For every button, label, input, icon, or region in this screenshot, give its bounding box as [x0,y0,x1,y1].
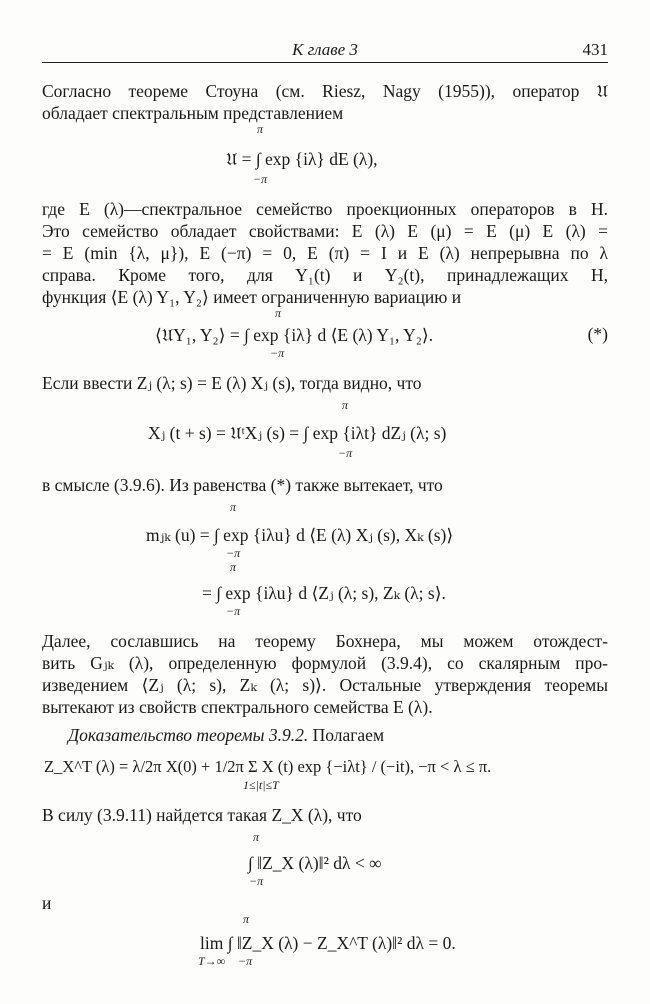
equation: lim ∫ ‖Z_X (λ) − Z_X^T (λ)‖² dλ = 0. [200,933,456,953]
text-line: обладает спектральным представлением [42,103,344,123]
integral-lower-limit: −π [270,346,285,360]
text-line: Согласно теореме Стоуна (см. Riesz, Nagy (1955)), оператор 𝔘 [42,81,608,101]
integral-lower-limit: −π [249,874,264,888]
sum-limits: 1≤|t|≤T [243,778,279,792]
text-line: Далее, сославшись на теорему Бохнера, мы можем отождест- [42,631,608,651]
integral-upper-limit: π [243,912,250,926]
integral-upper-limit: π [230,500,237,514]
integral-lower-limit: −π [226,604,241,618]
limit-subscript: T→∞ [198,954,226,968]
integral-lower-limit: −π [238,954,253,968]
chapter-title: К главе 3 [292,40,358,59]
text-line: и [42,893,52,913]
proof-title: Доказательство теоремы 3.9.2. [68,725,309,745]
text-line: в смысле (3.9.6). Из равенства (*) также вытекает, что [42,475,443,495]
proof-heading [68,724,608,746]
equation: ⟨𝔘Y₁, Y₂⟩ = ∫ exp {iλ} d ⟨E (λ) Y₁, Y₂⟩. [155,325,434,345]
integral-lower-limit: −π [226,546,241,560]
integral-lower-limit: −π [338,446,353,460]
text-line: = E (min {λ, μ}), E (−π) = 0, E (π) = I и E (λ) непрерывна по λ [42,243,608,263]
text-line: Если ввести Zⱼ (λ; s) = E (λ) Xⱼ (s), тогда видно, что [42,373,422,393]
text-line: вытекают из свойств спектрального семейства E (λ). [42,697,433,717]
page-number: 431 [582,40,608,59]
equation: Z_X^T (λ) = λ/2π X(0) + 1/2π Σ X (t) exp {−iλt} / (−it), −π < λ ≤ π. [44,757,492,776]
integral-upper-limit: π [257,122,264,136]
equation: ∫ ‖Z_X (λ)‖² dλ < ∞ [248,853,382,873]
integral-upper-limit: π [342,398,349,412]
equation: 𝔘 = ∫ exp {iλ} dE (λ), [226,149,378,169]
equation-number: (*) [587,324,608,344]
integral-lower-limit: −π [253,172,268,186]
equation: = ∫ exp {iλu} d ⟨Zⱼ (λ; s), Zₖ (λ; s⟩. [202,583,446,603]
equation: mⱼₖ (u) = ∫ exp {iλu} d ⟨E (λ) Xⱼ (s), Xₖ (s)⟩ [146,525,454,545]
text-line: изведением ⟨Zⱼ (λ; s), Zₖ (λ; s)⟩. Остальные утверждения теоремы [42,675,608,695]
proof-lead: Полагаем [308,725,385,745]
text-line: где E (λ)—спектральное семейство проекционных операторов в H. [42,199,608,219]
running-header [42,38,608,63]
text-line: справа. Кроме того, для Y₁(t) и Y₂(t), принадлежащих H, [42,265,608,285]
equation: Xⱼ (t + s) = 𝔘ᵗXⱼ (s) = ∫ exp {iλt} dZⱼ (λ; s) [148,423,447,443]
integral-upper-limit: π [253,830,260,844]
integral-upper-limit: π [275,306,282,320]
integral-upper-limit: π [230,560,237,574]
text-line: функция ⟨E (λ) Y₁, Y₂⟩ имеет ограниченную вариацию и [42,287,462,307]
text-line: вить Gⱼₖ (λ), определенную формулой (3.9.4), со скалярным про- [42,653,608,673]
text-line: Это семейство обладает свойствами: E (λ) E (μ) = E (μ) E (λ) = [42,221,608,241]
text-line: В силу (3.9.11) найдется такая Z_X (λ), что [42,805,362,825]
